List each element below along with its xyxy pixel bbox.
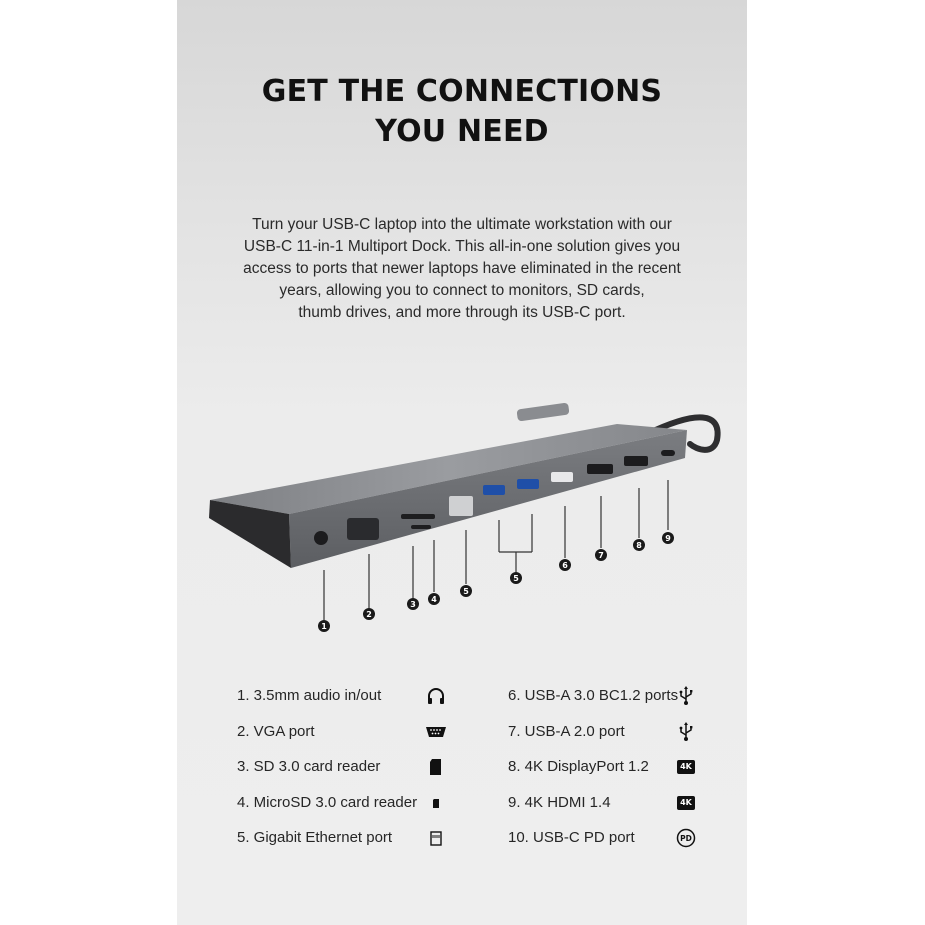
spec-label: 2. VGA port <box>237 722 315 740</box>
description-line: thumb drives, and more through its USB-C port. <box>298 304 626 321</box>
callout-3-label: 3 <box>410 600 416 609</box>
spec-label: 5. Gigabit Ethernet port <box>237 829 393 846</box>
headline <box>177 72 747 152</box>
spec-row <box>237 825 452 861</box>
spec-label: 1. 3.5mm audio in/out <box>237 687 382 704</box>
callout-1-label: 1 <box>321 622 327 631</box>
headline-line: GET THE CONNECTIONS <box>261 74 663 109</box>
callout-8-label: 8 <box>636 541 642 550</box>
callouts <box>318 532 674 632</box>
spec-list-right <box>508 683 698 861</box>
spec-label: 7. USB-A 2.0 port <box>508 722 625 740</box>
callout-5b-label: 5 <box>513 574 519 583</box>
description <box>217 214 707 324</box>
usb-c-plug <box>516 402 569 421</box>
callout-4-label: 4 <box>431 595 437 604</box>
description-line: years, allowing you to connect to monitors, SD cards, <box>279 282 645 299</box>
spec-label: 10. USB-C PD port <box>508 829 635 846</box>
usb-c-port <box>661 450 675 456</box>
usb-icon <box>675 721 697 743</box>
usb-icon <box>675 685 697 707</box>
4k-icon <box>675 792 697 814</box>
vga-icon <box>425 721 447 743</box>
sd-slot <box>401 514 435 519</box>
callout-2-label: 2 <box>366 610 372 619</box>
ethernet-port <box>449 496 473 516</box>
callout-9-label: 9 <box>665 534 671 543</box>
headphones-icon <box>425 685 447 707</box>
spec-label: 8. 4K DisplayPort 1.2 <box>508 758 649 775</box>
spec-label: 6. USB-A 3.0 BC1.2 ports <box>508 687 679 704</box>
microsd-slot <box>411 525 431 529</box>
sd-card-icon <box>425 756 447 778</box>
4k-badge: 4K <box>677 796 695 810</box>
usb3-port-a <box>483 485 505 495</box>
spec-label: 4. MicroSD 3.0 card reader <box>237 793 418 811</box>
headline-line: YOU NEED <box>375 114 549 149</box>
pd-badge: PD <box>680 834 692 843</box>
4k-icon <box>675 756 697 778</box>
pd-icon <box>675 827 697 849</box>
microsd-icon <box>425 792 447 814</box>
callout-5a-label: 5 <box>463 587 469 596</box>
spec-row <box>237 719 452 755</box>
spec-row <box>237 790 452 826</box>
spec-list-left <box>237 683 452 861</box>
spec-row <box>237 754 452 790</box>
spec-row <box>508 754 698 790</box>
4k-badge: 4K <box>677 760 695 774</box>
ethernet-icon <box>425 827 447 849</box>
spec-row <box>508 719 698 755</box>
spec-label: 3. SD 3.0 card reader <box>237 758 381 775</box>
audio-port <box>314 531 328 545</box>
spec-label: 9. 4K HDMI 1.4 <box>508 793 611 811</box>
dock-illustration <box>177 370 747 660</box>
callout-6-label: 6 <box>562 561 568 570</box>
spec-row <box>237 683 452 719</box>
description-line: access to ports that newer laptops have eliminated in the recent <box>243 260 681 277</box>
usb3-port-b <box>517 479 539 489</box>
product-panel <box>177 0 747 925</box>
hdmi-port <box>624 456 648 466</box>
usb2-port <box>551 472 573 482</box>
spec-row <box>508 825 698 861</box>
callout-7-label: 7 <box>598 551 604 560</box>
spec-row <box>508 683 698 719</box>
displayport <box>587 464 613 474</box>
description-line: USB-C 11-in-1 Multiport Dock. This all-in-one solution gives you <box>243 238 681 255</box>
description-line: Turn your USB-C laptop into the ultimate workstation with our <box>252 216 672 233</box>
spec-row <box>508 790 698 826</box>
vga-port <box>347 518 379 540</box>
